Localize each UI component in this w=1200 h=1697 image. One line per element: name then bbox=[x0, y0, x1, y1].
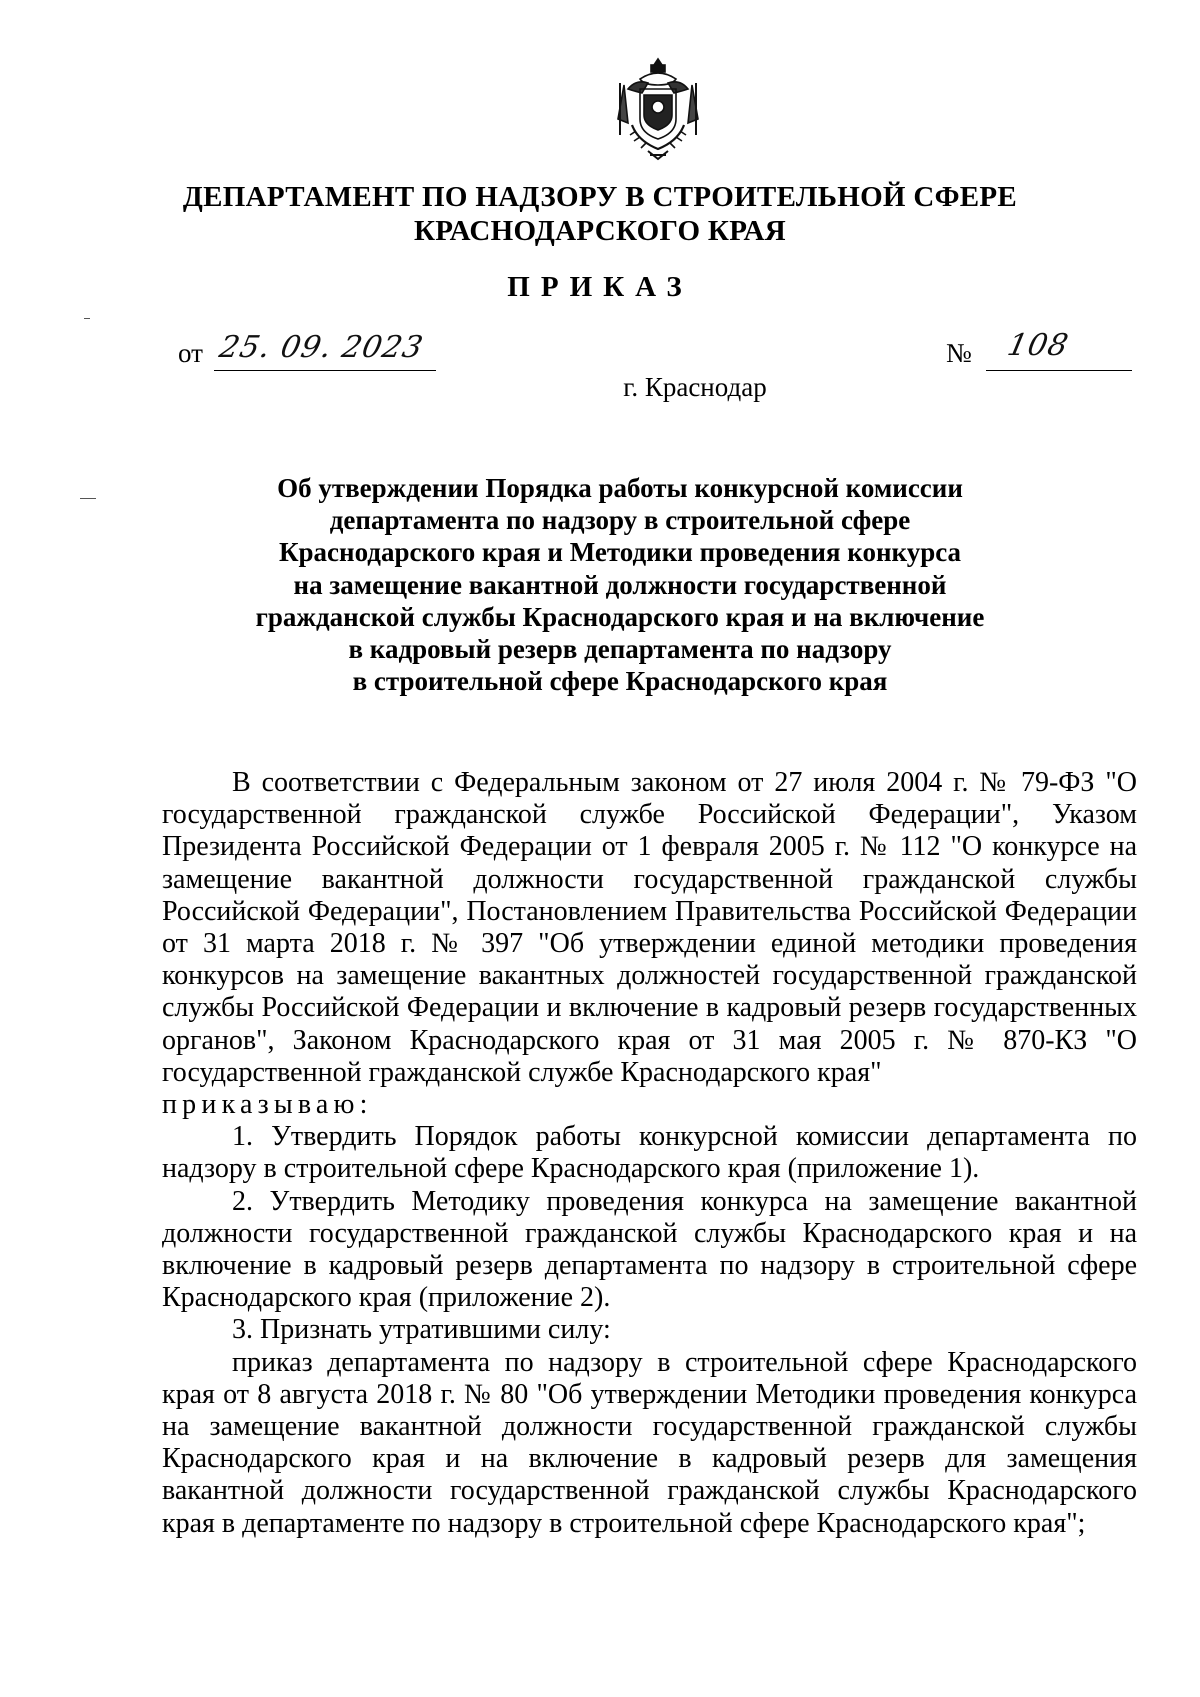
date-handwritten: 25. 09. 2023 bbox=[216, 330, 427, 365]
margin-tick bbox=[80, 498, 96, 499]
subject-line: Краснодарского края и Методики проведения конкурса bbox=[278, 537, 962, 568]
order-item-3: 3. Признать утратившими силу: bbox=[232, 1314, 611, 1346]
order-word: приказываю: bbox=[162, 1089, 373, 1121]
margin-tick bbox=[84, 318, 90, 319]
date-prefix: от bbox=[178, 338, 203, 368]
number-prefix: № bbox=[946, 338, 972, 368]
order-number bbox=[946, 328, 1136, 374]
number-handwritten: 108 bbox=[1004, 328, 1072, 363]
order-item-3-sub: приказ департамента по надзору в строительной сфере Краснодарского края от 8 августа 2018 г. № 80 "Об утверждении Методики проведения конкурса на замещение вакантной должности государственной гражданской службы Краснодарского края и на включение в кадровый резерв для замещения вакантной должности государственной гражданской службы Краснодарского края в департаменте по надзору в строительной сфере Краснодарского края"; bbox=[162, 1346, 1137, 1539]
subject-line: гражданской службы Краснодарского края и на включение bbox=[255, 601, 985, 632]
organization-name-line2: КРАСНОДАРСКОГО КРАЯ bbox=[413, 215, 787, 247]
document-type-title: ПРИКАЗ bbox=[507, 271, 693, 303]
subject-line: Об утверждении Порядка работы конкурсной комиссии bbox=[277, 473, 963, 503]
order-item-1: 1. Утвердить Порядок работы конкурсной комиссии департамента по надзору в строительной сфере Краснодарского края (приложение 1). bbox=[162, 1121, 1137, 1185]
subject-line: в кадровый резерв департамента по надзору bbox=[348, 634, 892, 665]
date-underline bbox=[214, 370, 436, 371]
order-date bbox=[178, 332, 438, 374]
order-item-2: 2. Утвердить Методику проведения конкурса на замещение вакантной должности государственной гражданской службы Краснодарского края и на включение в кадровый резерв департамента по надзору в строительной сфере Краснодарского края (приложение 2). bbox=[162, 1185, 1137, 1314]
subject-line: в строительной сфере Краснодарского края bbox=[352, 666, 888, 697]
preamble-paragraph: В соответствии с Федеральным законом от 27 июля 2004 г. № 79-ФЗ "О государственной гражданской службе Российской Федерации", Указом Президента Российской Федерации от 1 февраля 2005 г. № 112 "О конкурсе на замещение вакантной должности государственной гражданской службы Российской Федерации", Постановлением Правительства Российской Федерации от 31 марта 2018 г. № 397 "Об утверждении единой методики проведения конкурсов на замещение вакантных должностей государственной гражданской службы Российской Федерации и включение в кадровый резерв государственных органов", Законом Краснодарского края от 31 мая 2005 г. № 870-КЗ "О государственной гражданской службе Краснодарского края" bbox=[162, 767, 1137, 1088]
subject-line: департамента по надзору в строительной сфере bbox=[329, 505, 911, 536]
coat-of-arms-icon bbox=[610, 55, 706, 163]
document-body bbox=[162, 767, 1137, 1540]
subject-line: на замещение вакантной должности государственной bbox=[293, 569, 947, 600]
number-underline bbox=[986, 370, 1132, 371]
city: г. Краснодар bbox=[623, 372, 767, 402]
organization-name-line1: ДЕПАРТАМЕНТ ПО НАДЗОРУ В СТРОИТЕЛЬНОЙ СФЕРЕ bbox=[182, 181, 1018, 213]
order-subject bbox=[230, 472, 1010, 697]
